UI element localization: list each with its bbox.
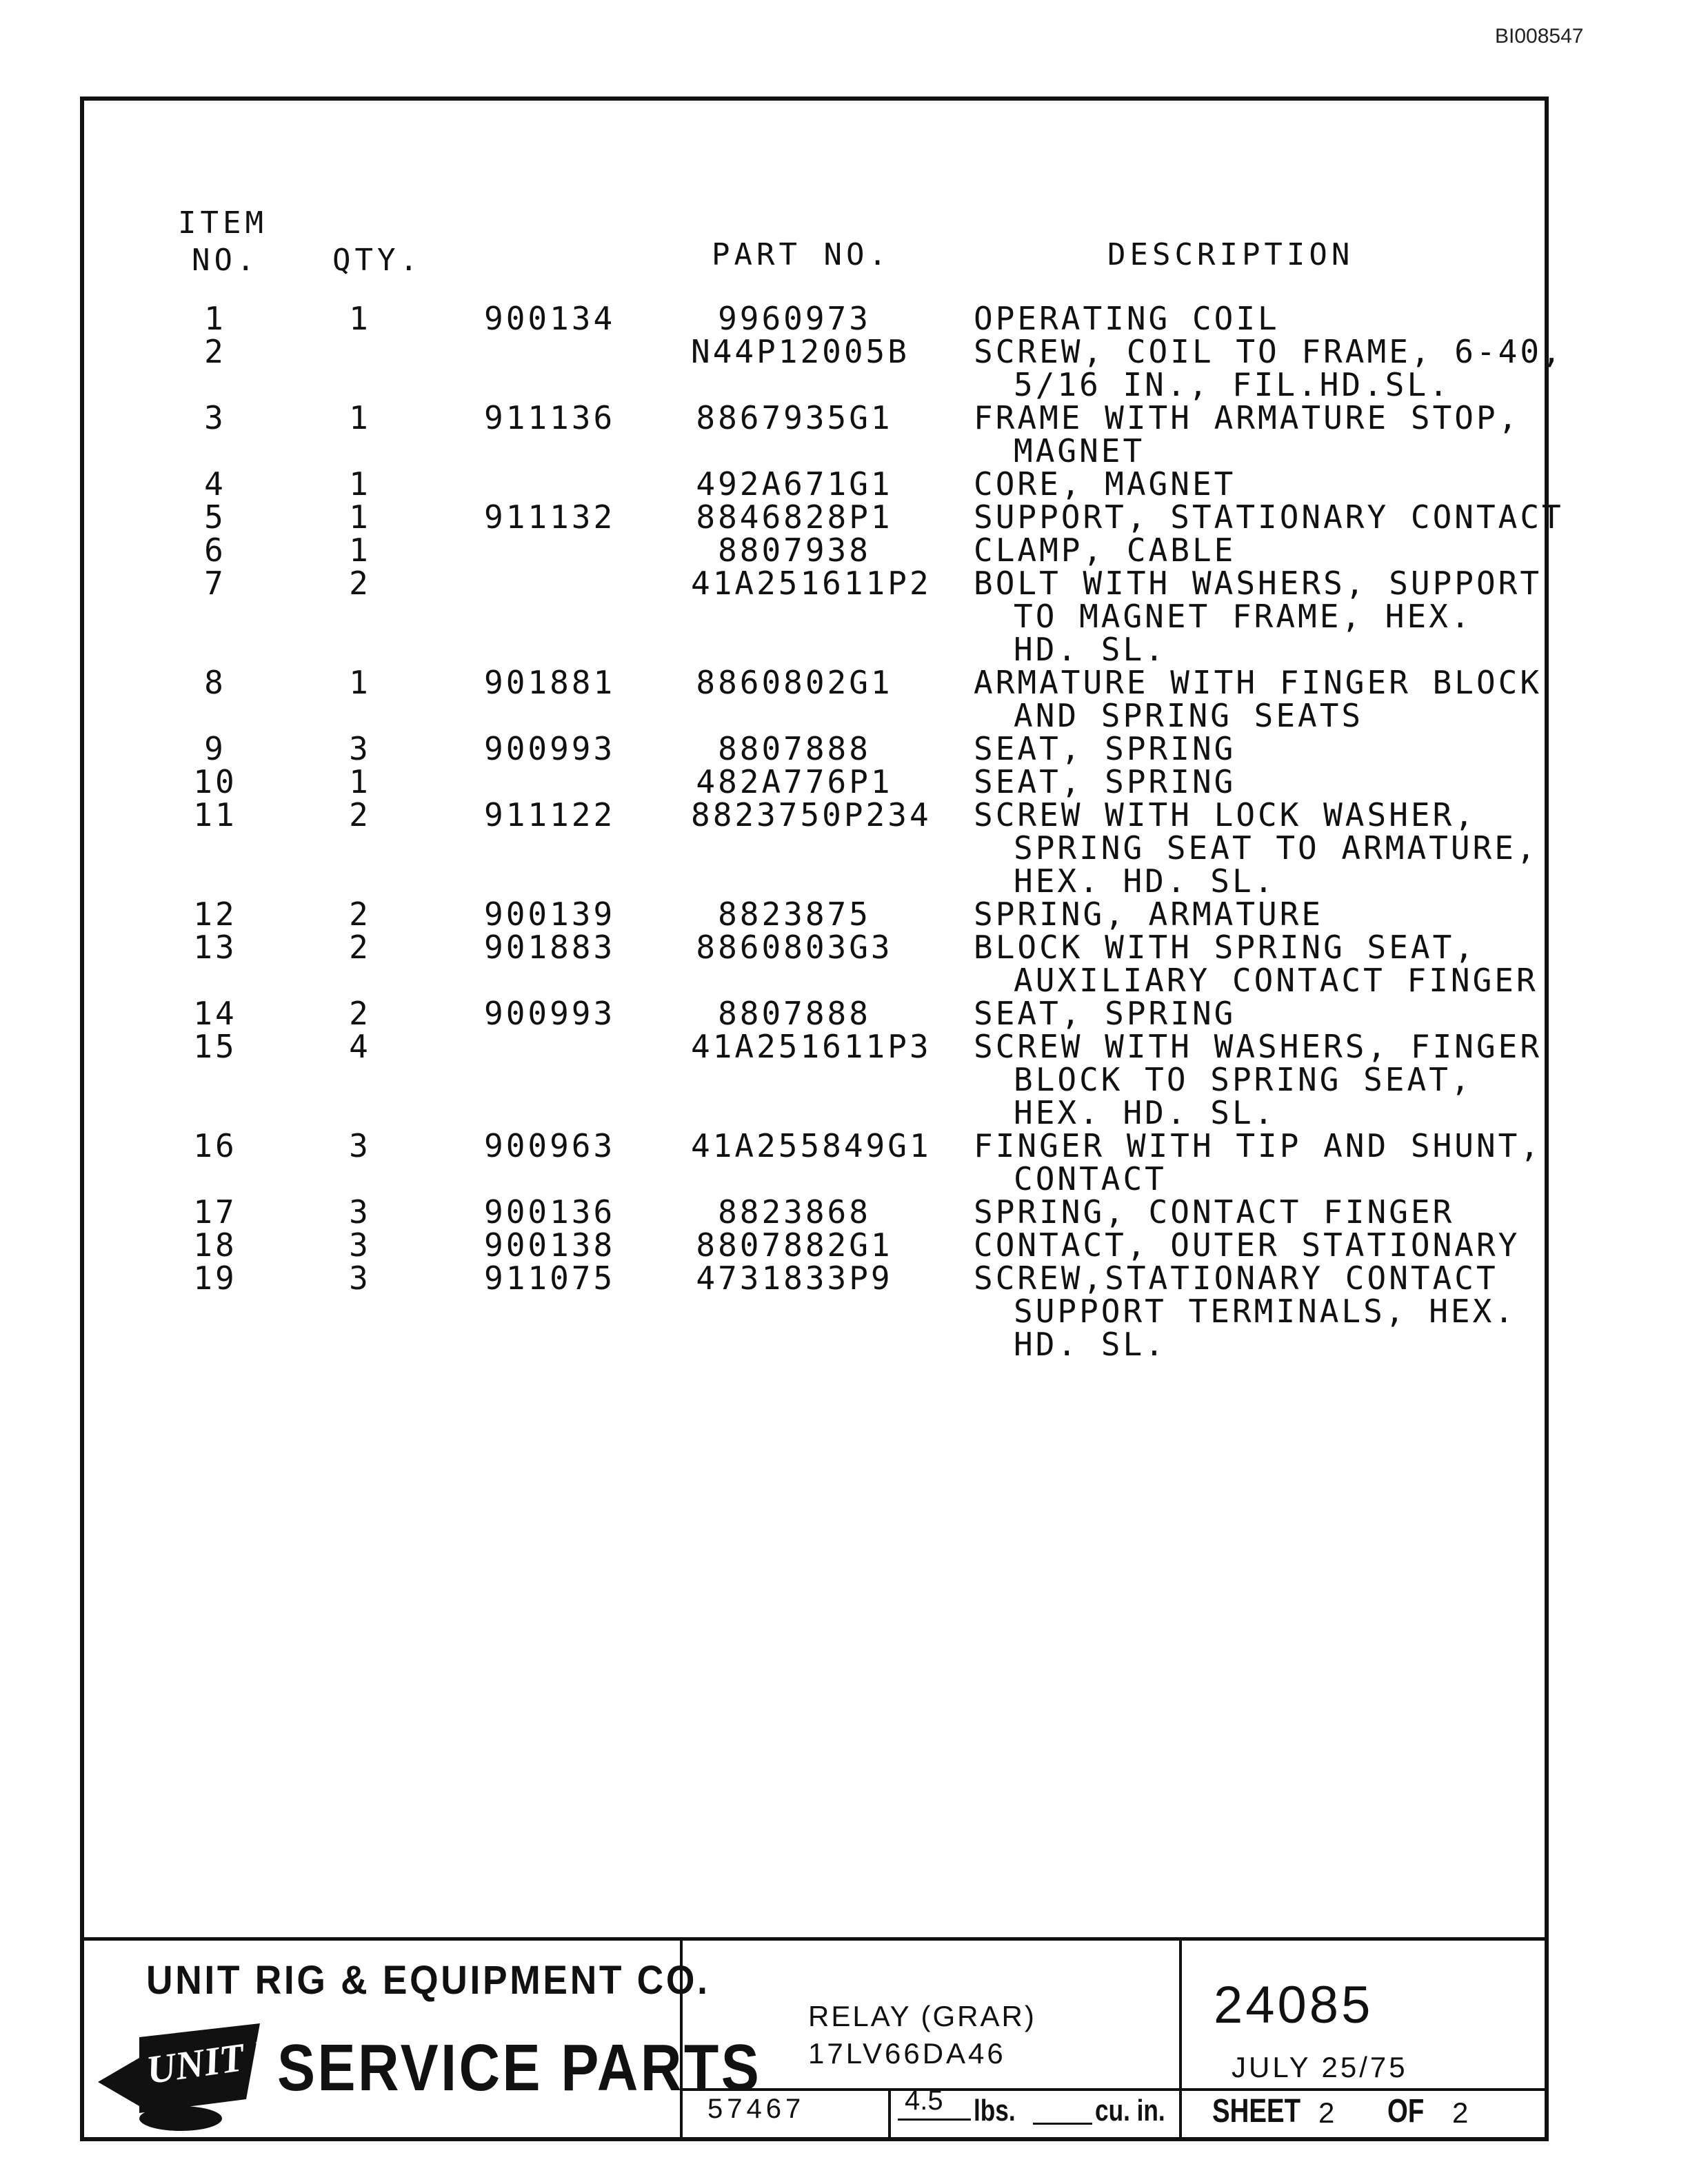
header-part-no: PART NO. [712, 237, 891, 272]
quantity: 3 [349, 730, 371, 767]
description [974, 1262, 1516, 1361]
part-number: 8860803G3 [696, 929, 893, 966]
quantity: 1 [349, 664, 371, 701]
description [974, 931, 1538, 997]
description [974, 467, 1236, 501]
quantity: 3 [349, 1127, 371, 1164]
part-number: 482A776P1 [696, 763, 893, 800]
description-line: TO MAGNET FRAME, HEX. [1014, 598, 1473, 635]
description-line: SEAT, SPRING [974, 730, 1236, 767]
item-number: 17 [193, 1193, 237, 1231]
description-line: SUPPORT TERMINALS, HEX. [1014, 1293, 1516, 1330]
description [974, 498, 1564, 536]
part-number: 41A251611P3 [691, 1028, 932, 1065]
quantity: 1 [349, 532, 371, 569]
item-number: 9 [204, 730, 226, 767]
part-number: 8860802G1 [696, 664, 893, 701]
service-parts-title: SERVICE PARTS [277, 2031, 762, 2105]
quantity: 1 [349, 399, 371, 436]
description-line: SPRING SEAT TO ARMATURE, [1014, 829, 1538, 867]
description [974, 335, 1564, 401]
title-block [84, 1937, 1545, 2141]
reference-number: 911136 [484, 399, 616, 436]
description-line: CORE, MAGNET [974, 465, 1236, 503]
header-item-no: NO. [192, 243, 259, 278]
item-number: 19 [193, 1260, 237, 1297]
part-number: 8823875 [718, 896, 871, 933]
reference-number: 900993 [484, 730, 616, 767]
quantity: 2 [349, 995, 371, 1032]
description [974, 534, 1236, 567]
description-line: SCREW WITH LOCK WASHER, [974, 796, 1476, 833]
item-number: 11 [193, 796, 237, 833]
sheet-total: 2 [1452, 2096, 1469, 2129]
description-line: HEX. HD. SL. [1014, 1094, 1276, 1131]
description-line: BOLT WITH WASHERS, SUPPORT [974, 565, 1543, 602]
description [974, 765, 1236, 798]
svg-text:UNIT RIG: UNIT RIG [143, 2023, 328, 2093]
sheet-number: 2 [1318, 2096, 1335, 2129]
description [974, 1193, 1455, 1231]
sheet-of-label: OF [1387, 2093, 1425, 2130]
description-line: SCREW WITH WASHERS, FINGER [974, 1028, 1543, 1065]
item-number: 2 [204, 333, 226, 370]
description-line: BLOCK WITH SPRING SEAT, [974, 929, 1476, 966]
description-line: HEX. HD. SL. [1014, 862, 1276, 900]
item-number: 4 [204, 465, 226, 503]
description-line: AND SPRING SEATS [1014, 697, 1364, 734]
reference-number: 900963 [484, 1127, 616, 1164]
description-line: FRAME WITH ARMATURE STOP, [974, 399, 1520, 436]
description-line: AUXILIARY CONTACT FINGER [1014, 962, 1538, 999]
item-number: 3 [204, 399, 226, 436]
weight-unit: lbs. [974, 2094, 1016, 2127]
part-number: N44P12005B [691, 333, 910, 370]
item-number: 6 [204, 532, 226, 569]
part-title: RELAY (GRAR) [808, 2000, 1036, 2032]
item-number: 13 [193, 929, 237, 966]
description-line: SPRING, ARMATURE [974, 896, 1324, 933]
item-number: 8 [204, 664, 226, 701]
item-number: 10 [193, 763, 237, 800]
weight-value: 4.5 [905, 2085, 943, 2116]
quantity: 3 [349, 1226, 371, 1264]
description [974, 1228, 1520, 1262]
quantity: 1 [349, 300, 371, 337]
sheet-label: SHEET [1212, 2093, 1301, 2130]
reference-number: 900139 [484, 896, 616, 933]
description-line: SEAT, SPRING [974, 763, 1236, 800]
item-number: 1 [204, 300, 226, 337]
quantity: 1 [349, 498, 371, 536]
reference-number: 911132 [484, 498, 616, 536]
description-line: SEAT, SPRING [974, 995, 1236, 1032]
description [974, 302, 1280, 335]
issue-date: JULY 25/75 [1232, 2051, 1408, 2083]
item-number: 14 [193, 995, 237, 1032]
reference-number: 900993 [484, 995, 616, 1032]
part-number: 8807888 [718, 995, 871, 1032]
description-line: SPRING, CONTACT FINGER [974, 1193, 1455, 1231]
part-number: 9960973 [718, 300, 871, 337]
quantity: 2 [349, 565, 371, 602]
volume-unit: cu. in. [1095, 2094, 1165, 2127]
description-line: SCREW, COIL TO FRAME, 6-40, [974, 333, 1564, 370]
part-number: 8823868 [718, 1193, 871, 1231]
header-item: ITEM [178, 205, 268, 241]
description [974, 898, 1323, 931]
description-line: SCREW,STATIONARY CONTACT [974, 1260, 1498, 1297]
part-number: 8807882G1 [696, 1226, 893, 1264]
reference-number: 900136 [484, 1193, 616, 1231]
description-line: CONTACT, OUTER STATIONARY [974, 1226, 1520, 1264]
item-number: 5 [204, 498, 226, 536]
reference-number: 901881 [484, 664, 616, 701]
reference-number: 901883 [484, 929, 616, 966]
description [974, 997, 1236, 1030]
part-number: 492A671G1 [696, 465, 893, 503]
item-number: 16 [193, 1127, 237, 1164]
description [974, 567, 1542, 666]
description-line: CONTACT [1014, 1160, 1167, 1197]
description-line: FINGER WITH TIP AND SHUNT, [974, 1127, 1543, 1164]
part-model: 17LV66DA46 [808, 2037, 1006, 2070]
header-description: DESCRIPTION [1107, 237, 1354, 272]
description-line: ARMATURE WITH FINGER BLOCK [974, 664, 1543, 701]
quantity: 1 [349, 763, 371, 800]
quantity: 3 [349, 1193, 371, 1231]
description-line: SUPPORT, STATIONARY CONTACT [974, 498, 1564, 536]
description-line: HD. SL. [1014, 1326, 1167, 1363]
quantity: 3 [349, 1260, 371, 1297]
part-number: 8823750P234 [691, 796, 932, 833]
quantity: 2 [349, 896, 371, 933]
description-line: BLOCK TO SPRING SEAT, [1014, 1061, 1473, 1098]
quantity: 4 [349, 1028, 371, 1065]
reference-number: 900138 [484, 1226, 616, 1264]
reference-number: 900134 [484, 300, 616, 337]
part-number: 41A251611P2 [691, 565, 932, 602]
item-number: 15 [193, 1028, 237, 1065]
part-number: 41A255849G1 [691, 1127, 932, 1164]
description [974, 401, 1520, 467]
quantity: 1 [349, 465, 371, 503]
item-number: 18 [193, 1226, 237, 1264]
description [974, 732, 1236, 765]
description [974, 666, 1542, 732]
part-number: 8807888 [718, 730, 871, 767]
quantity: 2 [349, 929, 371, 966]
description-line: MAGNET [1014, 432, 1145, 469]
reference-number: 57467 [707, 2094, 805, 2124]
reference-number: 911075 [484, 1260, 616, 1297]
company-name: UNIT RIG & EQUIPMENT CO. [146, 1958, 710, 2003]
description-line: OPERATING COIL [974, 300, 1280, 337]
item-number: 7 [204, 565, 226, 602]
description-line: 5/16 IN., FIL.HD.SL. [1014, 366, 1451, 403]
description-line: HD. SL. [1014, 631, 1167, 668]
description [974, 1030, 1542, 1129]
part-number: 4731833P9 [696, 1260, 893, 1297]
parts-list-frame [80, 97, 1564, 2141]
item-number: 12 [193, 896, 237, 933]
part-number: 8807938 [718, 532, 871, 569]
description-line: CLAMP, CABLE [974, 532, 1236, 569]
description [974, 798, 1538, 898]
quantity: 2 [349, 796, 371, 833]
description [974, 1129, 1542, 1195]
part-number: 8846828P1 [696, 498, 893, 536]
part-number: 8867935G1 [696, 399, 893, 436]
reference-number: 911122 [484, 796, 616, 833]
header-qty: QTY. [332, 243, 422, 278]
unit-rig-logo [98, 2016, 328, 2134]
drawing-number: 24085 [1214, 1976, 1374, 2034]
document-id: BI008547 [1495, 25, 1584, 48]
